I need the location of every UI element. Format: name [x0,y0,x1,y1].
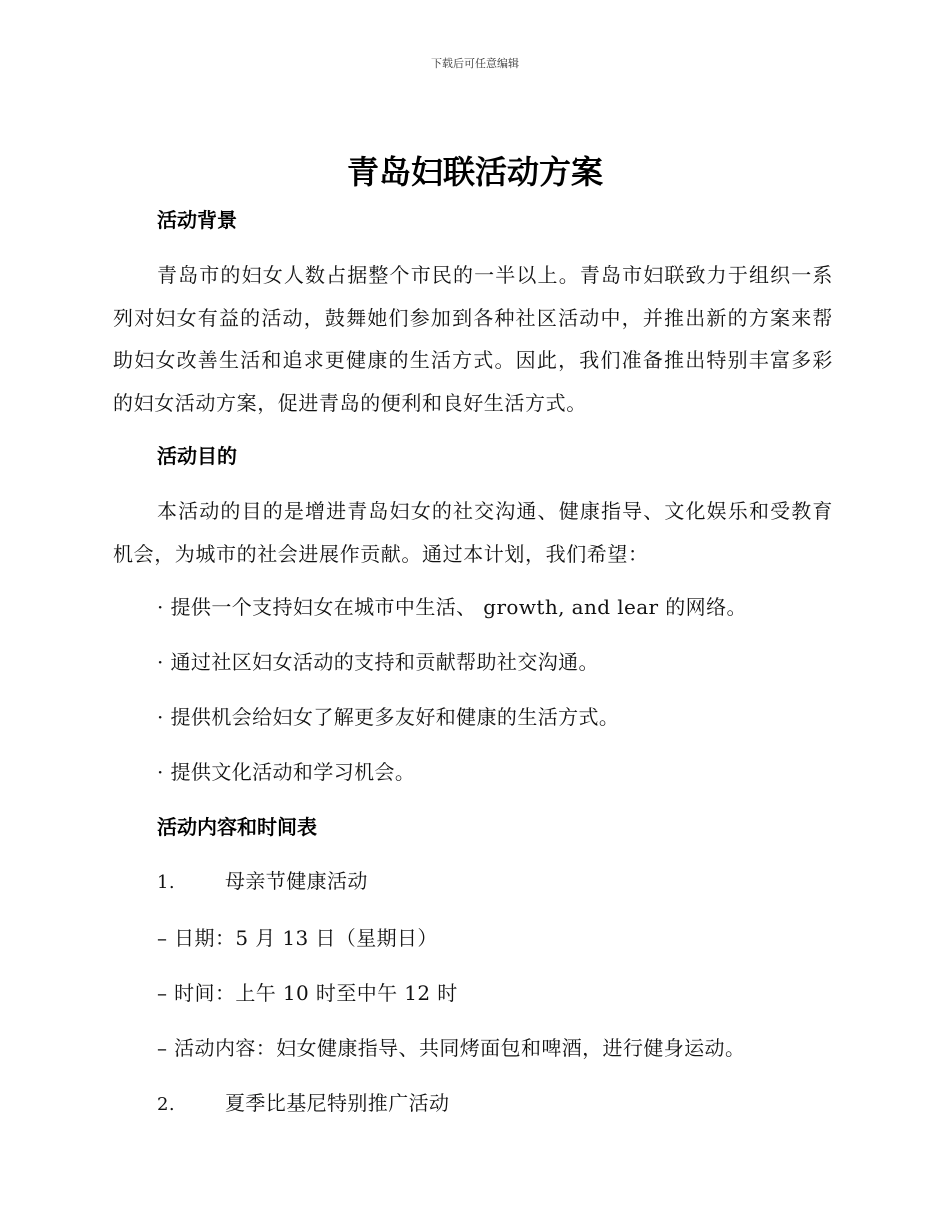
heading-background: 活动背景 [157,208,237,232]
document-body [113,200,833,1140]
schedule-item-name: 母亲节健康活动 [225,869,368,893]
paragraph-purpose: 本活动的目的是增进青岛妇女的社交沟通、健康指导、文化娱乐和受教育机会，为城市的社会进展作贡献。通过本计划，我们希望： [113,499,833,566]
schedule-item-number: 1. [157,872,175,893]
schedule-item-1-content: – 活动内容：妇女健康指导、共同烤面包和啤酒，进行健身运动。 [157,1036,746,1060]
heading-purpose: 活动目的 [157,444,237,468]
bullet-item-4: · 提供文化活动和学习机会。 [157,760,416,784]
schedule-item-1-time: – 时间：上午 10 时至中午 12 时 [157,981,458,1005]
schedule-item-name: 夏季比基尼特别推广活动 [225,1091,450,1115]
paragraph-background: 青岛市的妇女人数占据整个市民的一半以上。青岛市妇联致力于组织一系列对妇女有益的活动，鼓舞她们参加到各种社区活动中，并推出新的方案来帮助妇女改善生活和追求更健康的生活方式。因此，我们准备推出特别丰富多彩的妇女活动方案，促进青岛的便利和良好生活方式。 [113,263,833,415]
schedule-item-number: 2. [157,1094,175,1115]
schedule-item-2 [113,1083,833,1125]
heading-schedule: 活动内容和时间表 [157,815,317,839]
bullet-item-1: · 提供一个支持妇女在城市中生活、 growth, and lear 的网络。 [157,595,747,619]
header-note: 下载后可任意编辑 [431,57,519,70]
bullet-item-2: · 通过社区妇女活动的支持和贡献帮助社交沟通。 [157,650,599,674]
document-title: 青岛妇联活动方案 [346,153,603,191]
schedule-item-1-date: – 日期：5 月 13 日（星期日） [157,926,438,950]
bullet-item-3: · 提供机会给妇女了解更多友好和健康的生活方式。 [157,705,620,729]
schedule-item-1 [113,861,833,903]
